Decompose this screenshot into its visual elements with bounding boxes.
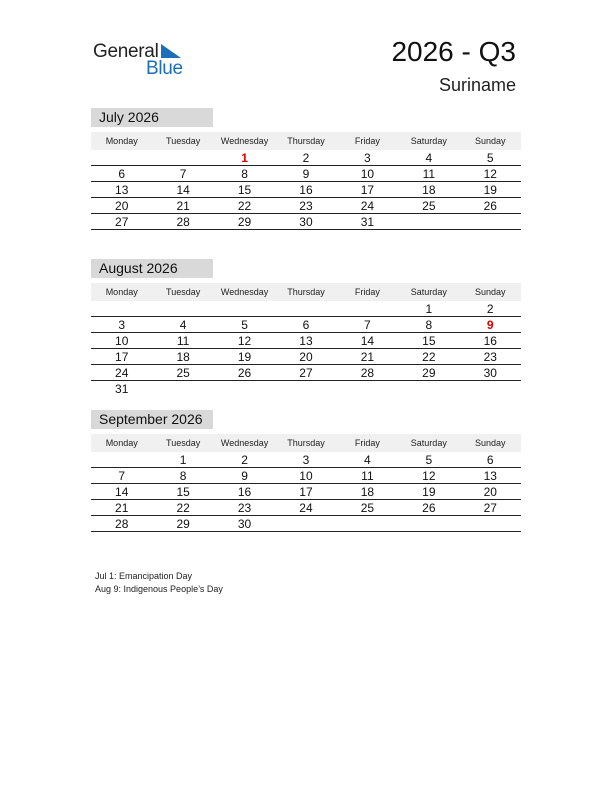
holiday-note: Aug 9: Indigenous People’s Day xyxy=(95,583,223,594)
country-name: Suriname xyxy=(438,75,516,95)
weekday-header-row xyxy=(91,132,521,150)
day-cell: 24 xyxy=(360,199,375,213)
day-cell: 29 xyxy=(176,517,190,531)
day-cell: 25 xyxy=(176,366,190,380)
day-cell: 10 xyxy=(115,334,129,348)
day-cell: 18 xyxy=(360,485,375,499)
day-cell xyxy=(91,452,152,467)
day-cell: 8 xyxy=(241,167,248,181)
weekday-header: Saturday xyxy=(410,438,447,448)
day-cell: 19 xyxy=(237,350,252,364)
weekday-header: Friday xyxy=(354,136,380,146)
day-cell: 15 xyxy=(176,485,190,499)
logo-text-general: General xyxy=(93,41,159,62)
day-cell: 4 xyxy=(364,453,371,467)
week-row xyxy=(91,333,521,349)
day-cell: 17 xyxy=(299,485,313,499)
month-label: August 2026 xyxy=(91,259,213,278)
day-cell xyxy=(275,516,336,531)
day-cell: 26 xyxy=(237,366,252,380)
day-cell xyxy=(337,516,398,531)
week-row xyxy=(91,468,521,484)
weekday-header-row xyxy=(91,434,521,452)
day-cell: 29 xyxy=(237,215,252,229)
day-cell xyxy=(398,516,459,531)
day-cell: 20 xyxy=(115,199,129,213)
day-cell xyxy=(152,150,213,165)
day-cell: 25 xyxy=(360,501,375,515)
day-cell: 27 xyxy=(483,501,497,515)
day-cell: 18 xyxy=(176,350,190,364)
day-cell: 14 xyxy=(115,485,129,499)
day-cell: 13 xyxy=(483,469,497,483)
day-cell: 21 xyxy=(115,501,129,515)
week-row xyxy=(91,198,521,214)
month-label: July 2026 xyxy=(91,108,213,127)
day-cell: 29 xyxy=(422,366,436,380)
weekday-header: Wednesday xyxy=(220,287,269,297)
day-cell: 13 xyxy=(299,334,313,348)
day-cell: 7 xyxy=(364,318,371,332)
day-cell: 3 xyxy=(118,318,126,332)
day-cell: 3 xyxy=(364,151,371,165)
day-cell xyxy=(275,381,336,397)
day-cell xyxy=(398,381,459,397)
page-title: 2026 - Q3 xyxy=(391,36,516,67)
month-calendar xyxy=(91,410,521,532)
day-cell: 4 xyxy=(425,151,433,165)
week-row xyxy=(91,317,521,333)
day-cell: 23 xyxy=(237,501,252,515)
day-cell: 8 xyxy=(425,318,433,332)
day-cell: 16 xyxy=(299,183,313,197)
week-row xyxy=(91,182,521,198)
holiday-notes xyxy=(95,570,223,595)
weekday-header: Sunday xyxy=(474,438,506,448)
week-row xyxy=(91,214,521,230)
day-cell: 2 xyxy=(241,453,248,467)
weekday-header: Monday xyxy=(105,287,138,297)
day-cell: 30 xyxy=(237,517,252,531)
day-cell: 9 xyxy=(486,318,494,332)
day-cell: 6 xyxy=(486,453,494,467)
day-cell: 7 xyxy=(179,167,187,181)
weekday-header: Wednesday xyxy=(220,136,269,146)
day-cell: 14 xyxy=(360,334,375,348)
day-cell: 22 xyxy=(237,199,252,213)
day-cell: 2 xyxy=(486,302,494,316)
day-cell: 4 xyxy=(179,318,187,332)
day-cell xyxy=(214,301,275,316)
weekday-header: Tuesday xyxy=(166,136,201,146)
day-cell: 12 xyxy=(422,469,436,483)
day-cell: 19 xyxy=(422,485,436,499)
day-cell: 5 xyxy=(486,151,494,165)
weekday-header: Thursday xyxy=(287,287,325,297)
day-cell: 21 xyxy=(176,199,190,213)
day-cell: 5 xyxy=(425,453,433,467)
day-cell: 1 xyxy=(179,453,187,467)
day-cell xyxy=(152,381,213,397)
day-cell: 20 xyxy=(299,350,313,364)
weekday-header: Wednesday xyxy=(220,438,269,448)
day-cell: 21 xyxy=(360,350,375,364)
weekday-header-row xyxy=(91,283,521,301)
day-cell: 28 xyxy=(176,215,190,229)
day-cell: 25 xyxy=(422,199,436,213)
month-calendar xyxy=(91,108,521,230)
day-cell xyxy=(214,381,275,397)
day-cell: 26 xyxy=(422,501,436,515)
weekday-header: Tuesday xyxy=(166,287,201,297)
day-cell: 3 xyxy=(302,453,310,467)
day-cell xyxy=(337,301,398,316)
week-row xyxy=(91,301,521,317)
day-cell: 17 xyxy=(115,350,129,364)
day-cell: 31 xyxy=(360,215,375,229)
day-cell: 9 xyxy=(241,469,248,483)
day-cell: 26 xyxy=(483,199,497,213)
week-row xyxy=(91,365,521,381)
day-cell xyxy=(398,214,459,229)
day-cell xyxy=(152,301,213,316)
weekday-header: Friday xyxy=(354,438,380,448)
day-cell xyxy=(91,301,152,316)
day-cell: 15 xyxy=(422,334,436,348)
day-cell: 2 xyxy=(302,151,310,165)
week-row xyxy=(91,516,521,532)
weekday-header: Monday xyxy=(105,438,138,448)
day-cell: 11 xyxy=(422,167,436,181)
day-cell: 12 xyxy=(483,167,497,181)
day-cell: 24 xyxy=(299,501,313,515)
day-cell: 30 xyxy=(483,366,497,380)
day-cell: 24 xyxy=(115,366,129,380)
day-cell xyxy=(337,381,398,397)
day-cell: 16 xyxy=(483,334,497,348)
day-cell: 22 xyxy=(176,501,190,515)
day-cell: 16 xyxy=(237,485,252,499)
day-cell: 13 xyxy=(115,183,129,197)
day-cell: 6 xyxy=(118,167,126,181)
day-cell: 18 xyxy=(422,183,436,197)
week-row xyxy=(91,349,521,365)
day-cell: 12 xyxy=(237,334,252,348)
day-cell: 11 xyxy=(361,469,374,483)
day-cell xyxy=(460,214,521,229)
day-cell: 10 xyxy=(299,469,313,483)
weekday-header: Saturday xyxy=(410,136,447,146)
day-cell: 20 xyxy=(483,485,497,499)
day-cell: 17 xyxy=(360,183,375,197)
week-row xyxy=(91,500,521,516)
weekday-header: Monday xyxy=(105,136,138,146)
day-cell: 9 xyxy=(302,167,310,181)
day-cell: 11 xyxy=(176,334,190,348)
month-label: September 2026 xyxy=(91,410,213,429)
week-row xyxy=(91,452,521,468)
holiday-note: Jul 1: Emancipation Day xyxy=(95,571,193,581)
day-cell: 28 xyxy=(115,517,129,531)
day-cell: 23 xyxy=(483,350,497,364)
day-cell: 23 xyxy=(299,199,313,213)
weekday-header: Thursday xyxy=(287,438,325,448)
day-cell xyxy=(460,381,521,397)
weekday-header: Sunday xyxy=(474,287,506,297)
day-cell: 19 xyxy=(483,183,497,197)
month-calendar xyxy=(91,259,521,397)
day-cell: 5 xyxy=(241,318,248,332)
logo-flag-icon xyxy=(161,44,183,60)
day-cell: 27 xyxy=(115,215,129,229)
weekday-header: Thursday xyxy=(287,136,325,146)
weekday-header: Friday xyxy=(354,287,380,297)
week-row xyxy=(91,166,521,182)
week-row xyxy=(91,381,521,397)
day-cell: 6 xyxy=(302,318,310,332)
day-cell: 1 xyxy=(425,302,433,316)
weekday-header: Tuesday xyxy=(166,438,201,448)
day-cell xyxy=(460,516,521,531)
day-cell: 27 xyxy=(299,366,313,380)
day-cell: 8 xyxy=(179,469,187,483)
logo xyxy=(93,41,193,81)
day-cell: 7 xyxy=(118,469,126,483)
day-cell: 10 xyxy=(360,167,375,181)
day-cell: 31 xyxy=(115,382,129,396)
day-cell: 22 xyxy=(422,350,436,364)
week-row xyxy=(91,484,521,500)
weekday-header: Sunday xyxy=(474,136,506,146)
day-cell: 30 xyxy=(299,215,313,229)
weekday-header: Saturday xyxy=(410,287,447,297)
logo-text-blue: Blue xyxy=(146,58,183,79)
week-row xyxy=(91,150,521,166)
day-cell: 1 xyxy=(241,151,248,165)
day-cell: 14 xyxy=(176,183,190,197)
day-cell xyxy=(91,150,152,165)
day-cell: 15 xyxy=(237,183,252,197)
day-cell xyxy=(275,301,336,316)
day-cell: 28 xyxy=(360,366,375,380)
